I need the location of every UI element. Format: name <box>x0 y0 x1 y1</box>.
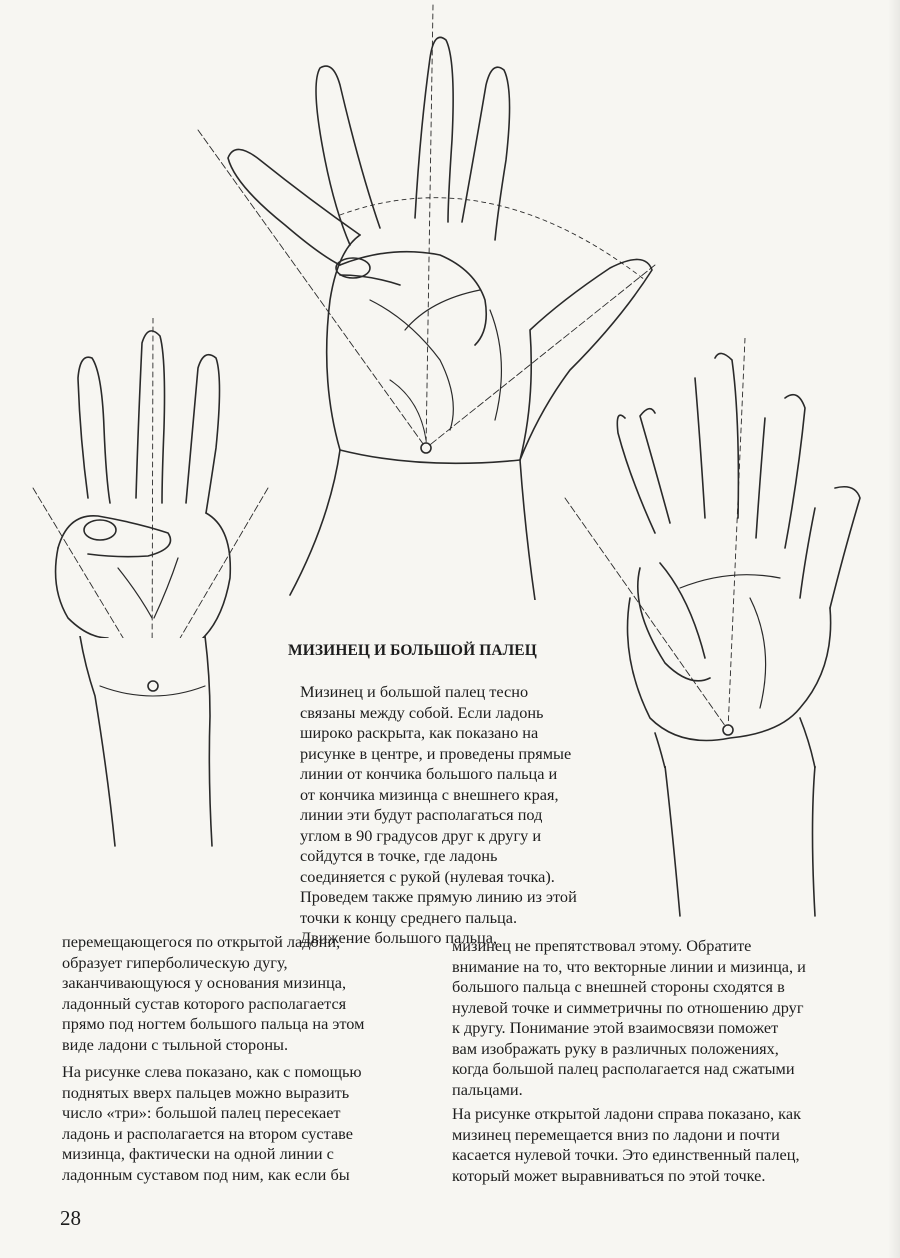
text-line: большого пальца с внешней стороны сходятся в <box>452 977 785 996</box>
text-line: связаны между собой. Если ладонь <box>300 702 544 722</box>
forearm-right <box>640 766 830 936</box>
text-line: линии эти будут располагаться под <box>300 805 543 824</box>
text-line: линии от кончика большого пальца и <box>300 764 558 783</box>
text-line: виде ладони с тыльной стороны. <box>62 1034 289 1054</box>
intro-paragraph <box>300 682 577 949</box>
page-edge-shadow <box>888 0 900 1258</box>
forearm-left-drawing <box>40 636 260 926</box>
text-line: пальцами. <box>452 1079 523 1099</box>
text-line: поднятых вверх пальцев можно выразить <box>62 1082 350 1102</box>
text-line: ладонь и располагается на втором суставе <box>62 1123 353 1143</box>
text-line: прямо под ногтем большого пальца на этом <box>62 1014 365 1033</box>
text-line: ладонный сустав которого располагается <box>62 993 347 1013</box>
text-line: сойдутся в точке, где ладонь <box>300 846 498 865</box>
text-line: мизинец не препятствовал этому. Обратите <box>452 936 752 955</box>
right-column-paragraph-1 <box>452 936 806 1100</box>
text-line: рисунке в центре, и проведены прямые <box>300 743 572 763</box>
text-line: Движение большого пальца, <box>300 928 498 947</box>
text-line: ладонным суставом под ним, как если бы <box>62 1164 350 1184</box>
text-line: заканчивающуюся у основания мизинца, <box>62 973 347 992</box>
text-line: Мизинец и большой палец тесно <box>300 682 529 701</box>
text-line: к другу. Понимание этой взаимосвязи поможет <box>452 1018 779 1037</box>
text-line: мизинец перемещается вниз по ладони и почти <box>452 1124 780 1144</box>
text-line: точки к концу среднего пальца. <box>300 907 518 927</box>
left-hand-drawing <box>28 318 278 638</box>
section-heading: МИЗИНЕЦ И БОЛЬШОЙ ПАЛЕЦ <box>288 642 537 659</box>
hand-illustration-left <box>28 318 278 638</box>
left-column-paragraph-1 <box>62 932 364 1055</box>
text-line: На рисунке открытой ладони справа показано, как <box>452 1104 801 1123</box>
text-line: перемещающегося по открытой ладони, <box>62 932 341 951</box>
right-hand-drawing <box>560 338 890 768</box>
forearm-right-drawing <box>640 766 830 936</box>
text-line: который может выравниваться по этой точке. <box>452 1165 766 1185</box>
left-column-paragraph-2 <box>62 1062 362 1185</box>
text-line: углом в 90 градусов друг к другу и <box>300 825 542 845</box>
text-line: когда большой палец располагается над сжатыми <box>452 1059 795 1078</box>
text-line: образует гиперболическую дугу, <box>62 952 288 972</box>
text-line: широко раскрыта, как показано на <box>300 723 539 742</box>
text-line: вам изображать руку в различных положениях, <box>452 1038 779 1058</box>
text-line: касается нулевой точки. Это единственный палец, <box>452 1145 800 1164</box>
right-column-paragraph-2 <box>452 1104 801 1186</box>
text-line: от кончика мизинца с внешнего края, <box>300 784 559 804</box>
text-line: соединяется с рукой (нулевая точка). <box>300 866 555 886</box>
text-line: На рисунке слева показано, как с помощью <box>62 1062 362 1081</box>
text-line: нулевой точке и симметричны по отношению друг <box>452 997 804 1017</box>
text-line: число «три»: большой палец пересекает <box>62 1103 341 1122</box>
hand-illustration-right <box>560 338 890 768</box>
text-line: мизинца, фактически на одной линии с <box>62 1144 334 1163</box>
forearm-left <box>40 636 260 926</box>
text-line: внимание на то, что векторные линии и мизинца, и <box>452 956 806 976</box>
page-number: 28 <box>60 1206 81 1230</box>
text-line: Проведем также прямую линию из этой <box>300 887 577 906</box>
